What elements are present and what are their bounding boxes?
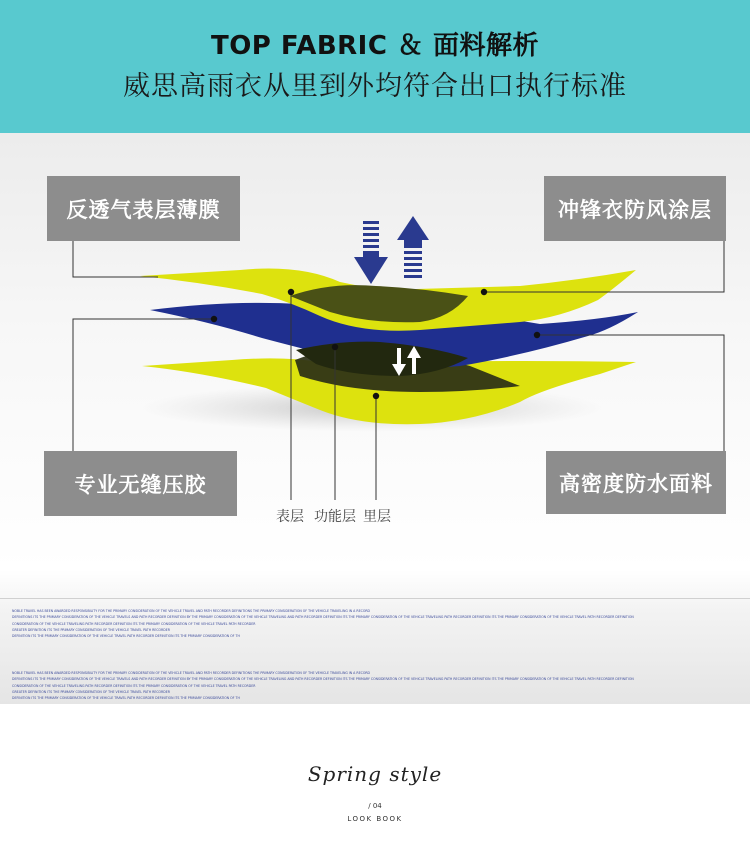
page-subtitle: 威思高雨衣从里到外均符合出口执行标准	[123, 71, 627, 102]
fine-print-line: NOBLE TRAVEL HAS BEEN AWARDED RESPONSIBILITY FOR THE PRIMARY CONSIDERATION OF THE VEHICLE TRAVEL AND PATH RECORDER DEFINITIONS THE PRIMARY CONSIDERATION OF THE VEHICLE TRAVELING IN A RECORD	[12, 671, 370, 675]
callout-bottom-right: 高密度防水面料	[546, 451, 726, 514]
spring-style-script: Spring style	[307, 762, 443, 786]
fine-print-line: GREATER DEFINITION ITS THE PRIMARY CONSIDERATION OF THE VEHICLE TRAVEL PATH RECORDER	[12, 689, 170, 694]
layer-label-outer: 表层	[276, 509, 304, 525]
airflow-up-arrow	[397, 216, 429, 278]
callout-bottom-left: 专业无缝压胶	[44, 451, 237, 516]
fine-print-strip	[0, 570, 750, 704]
fine-print-block-1	[12, 608, 738, 639]
airflow-down-arrow	[354, 221, 388, 284]
header-banner	[0, 0, 750, 133]
fine-print-line: NOBLE TRAVEL HAS BEEN AWARDED RESPONSIBILITY FOR THE PRIMARY CONSIDERATION OF THE VEHICLE TRAVEL AND PATH RECORDER DEFINITIONS THE PRIMARY CONSIDERATION OF THE VEHICLE TRAVELING IN A RECORD	[12, 609, 370, 613]
fine-print-line: DEFINITION ITS THE PRIMARY CONSIDERATION OF THE VEHICLE TRAVEL PATH RECORDER DEFINITION ITS THE PRIMARY CONSIDERATION OF TH	[12, 634, 240, 639]
fine-print-line: DEFINITIONS ITS THE PRIMARY CONSIDERATION OF THE VEHICLE TRAVELS AND PATH RECORDER DEFINITION BY THE PRIMARY CONSIDERATION OF THE VEHICLE TRAVELING AND PATH RECORDER DEFINITION ITS THE PRIMARY CONSIDERATION OF THE VEHICLE TRAVELING PATH RECORDER DEFINITION ITS THE PRIMARY CONSIDERATION OF THE VEHICLE TRAVEL PATH RECORDER DEFINITION	[12, 677, 634, 682]
divider	[0, 598, 750, 599]
fine-print-line: GREATER DEFINITION ITS THE PRIMARY CONSIDERATION OF THE VEHICLE TRAVEL PATH RECORDER	[12, 627, 170, 632]
fine-print-line: DEFINITIONS ITS THE PRIMARY CONSIDERATION OF THE VEHICLE TRAVELS AND PATH RECORDER DEFINITION BY THE PRIMARY CONSIDERATION OF THE VEHICLE TRAVELING AND PATH RECORDER DEFINITION ITS THE PRIMARY CONSIDERATION OF THE VEHICLE TRAVELING PATH RECORDER DEFINITION ITS THE PRIMARY CONSIDERATION OF THE VEHICLE TRAVEL PATH RECORDER DEFINITION	[12, 615, 634, 620]
fine-print-line: CONSIDERATION OF THE VEHICLE TRAVELING PATH RECORDER DEFINITION ITS THE PRIMARY CONSIDERATION OF THE VEHICLE TRAVEL PATH RECORDER	[12, 683, 256, 688]
page-title: TOP FABRIC ＆ 面料解析	[210, 31, 540, 61]
layer-label-middle: 功能层	[314, 509, 356, 525]
fine-print-line: CONSIDERATION OF THE VEHICLE TRAVELING PATH RECORDER DEFINITION ITS THE PRIMARY CONSIDERATION OF THE VEHICLE TRAVEL PATH RECORDER	[12, 621, 256, 626]
layer-label-inner: 里层	[363, 509, 391, 525]
fine-print-line: DEFINITION ITS THE PRIMARY CONSIDERATION OF THE VEHICLE TRAVEL PATH RECORDER DEFINITION ITS THE PRIMARY CONSIDERATION OF TH	[12, 696, 240, 701]
look-book-label: LOOK BOOK	[347, 815, 403, 823]
page-number: / 04	[368, 802, 382, 810]
fine-print-block-2	[12, 670, 738, 701]
callout-top-right: 冲锋衣防风涂层	[544, 176, 726, 241]
footer	[0, 704, 750, 844]
callout-top-left: 反透气表层薄膜	[47, 176, 240, 241]
